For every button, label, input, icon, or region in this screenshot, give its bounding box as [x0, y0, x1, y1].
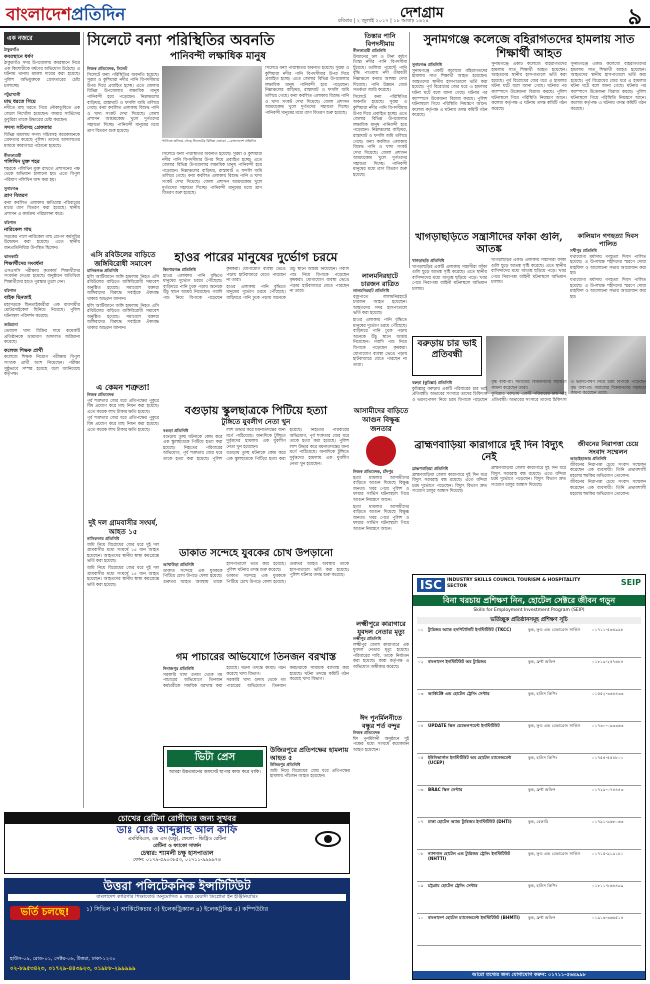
page-number: ৯ — [627, 5, 642, 30]
story-byline: সখীপুর প্রতিনিধি — [570, 248, 597, 253]
story-body: জমি নিয়ে বিরোধের জের ধরে দুই দল গ্রামবাসীর মধ্যে সংঘর্ষে ১৫ জন আহত হয়েছেন। আহতদের স্থানীয় স্বাস্থ্য কমপ্লেক্সে ভর্তি করা হয়েছে। — [87, 542, 159, 565]
table-cell-phone: ০১৭১৫-৯১৯১৮১ — [592, 851, 624, 856]
story-body-continued: সিলেটে বন্যা পরিস্থিতির অবনতি হয়েছে। সুরমা ও কুশিয়ারা নদীর পানি বিপদসীমার উপর দিয়ে প্রবাহিত হচ্ছে। এতে জেলার বিভিন্ন উপজেলার লক্ষাধিক মানুষ পানিবন্দী হয়ে পড়েছেন। নিম্নাঞ্চলের বাড়িঘর, রাস্তাঘাট ও ফসলি জমি তলিয়ে গেছে। বন্যা কবলিত এলাকায় বিশুদ্ধ পানি ও খাদ্য সংকট দেখা দিয়েছে। জেলা প্রশাসন আশ্রয়কেন্দ্র খুলে দুর্গতদের সহায়তা দিচ্ছে। পানিবন্দী মানুষের মধ্যে ত্রাণ বিতরণ শুরু হয়েছে। — [265, 66, 349, 116]
table-row — [417, 722, 641, 754]
story-body: সিলেটে বন্যা পরিস্থিতির অবনতি হয়েছে। সুরমা ও কুশিয়ারা নদীর পানি বিপদসীমার উপর দিয়ে প্রবাহিত হচ্ছে। এতে জেলার বিভিন্ন উপজেলার লক্ষাধিক মানুষ পানিবন্দী হয়ে পড়েছেন। নিম্নাঞ্চলের বাড়িঘর, রাস্তাঘাট ও ফসলি জমি তলিয়ে গেছে। বন্যা কবলিত এলাকায় বিশুদ্ধ পানি ও খাদ্য সংকট দেখা দিয়েছে। জেলা প্রশাসন আশ্রয়কেন্দ্র খুলে দুর্গতদের সহায়তা দিচ্ছে। পানিবন্দী মানুষের মধ্যে ত্রাণ বিতরণ শুরু হয়েছে। — [87, 72, 159, 134]
ad-name: উত্তরা পলিটেকনিক ইন্সটিটিউট — [103, 879, 251, 893]
isc-subline: Skills for Employment Investment Program (SEIP) — [473, 608, 585, 613]
brief-location: নীলফামারী — [4, 152, 22, 158]
story-headline[interactable]: সিলেটে বন্যা পরিস্থিতির অবনতি — [87, 32, 275, 49]
story-body: পূর্ব শত্রুতার জের ধরে প্রতিপক্ষের পুকুরে বিষ প্রয়োগ করে মাছ নিধন করা হয়েছে। এতে কয়েক লাখ টাকার ক্ষতি হয়েছে। — [87, 398, 159, 415]
eye-icon — [315, 831, 341, 847]
story-body: লক্ষ্মীপুর জেলা কারাগারে এক যুবদল নেতার মৃত্যু হয়েছে। পরিবারের দাবি, তাকে নির্যাতন করা হয়েছে। কারা কর্তৃপক্ষ এ অভিযোগ অস্বীকার করেছে। — [353, 642, 409, 670]
table-cell-no: ০২ — [418, 659, 424, 664]
brief-item[interactable] — [4, 126, 80, 149]
story-body-continued: ব্রাহ্মণবাড়িয়া জেলা কারাগারে দুই দিন ধরে বিদ্যুৎ সরবরাহ বন্ধ রয়েছে। এতে বন্দিরা চরম দুর্ভোগে পড়েছেন। বিদ্যুৎ বিভাগ দ্রুত সংযোগ চালুর আশ্বাস দিয়েছে। — [491, 466, 566, 488]
story-body: সরকারি খাদ্য গুদাম থেকে গম পাচারের অভিযোগে তিনজন কর্মচারীকে সাময়িক বরখাস্ত করা হয়েছে। ঘটনা তদন্তে কমিটি গঠন করেছে খাদ্য বিভাগ। — [163, 666, 286, 689]
ad-badge: ভর্তি চলছে! — [10, 906, 80, 920]
story-body: যথাযোগ্য মর্যাদায় গণহত্যা দিবস পালিত হয়েছে। এ উপলক্ষে শহীদদের স্মরণে দোয়া মাহফিল ও আলোচনা সভার আয়োজন করা হয়। — [570, 254, 646, 277]
story-byline: লক্ষ্মীপুর প্রতিনিধি — [353, 636, 381, 641]
brief-body: মহাসড়কে ছিনতাইকারীরা এক ব্যবসায়ীর মোটরসাইকেল ছিনিয়ে নিয়েছে। পুলিশ ঘটনাস্থল পরিদর্শন করেছে। — [4, 302, 80, 319]
story-headline[interactable]: ঈদ পুনর্মিলনীতে বন্ধুর শর্ত বন্দুর — [360, 714, 402, 730]
story-security — [570, 440, 646, 570]
story-byline: খাগড়াছড়ি প্রতিনিধি — [412, 258, 445, 263]
table-row — [417, 786, 641, 818]
story-byline: ব্রাহ্মণবাড়িয়া প্রতিনিধি — [412, 466, 449, 471]
story-lalmonirhat — [353, 272, 407, 402]
brief-item[interactable] — [4, 153, 80, 184]
table-cell-name: UPDATE স্কিল ডেভেলপমেন্ট ইনস্টিটিউট — [428, 723, 500, 728]
story-body-continued: হাওর এলাকায় পানি বৃদ্ধিতে মানুষের দুর্ভোগ চরমে পৌঁছেছে। বাড়িঘরে পানি ঢুকে পড়ায় অনেকে উঁচু স্থানে আশ্রয় নিয়েছেন। গবাদি পশু নিয়ে বিপাকে পড়েছেন কৃষকরা। যোগাযোগ ব্যবস্থা ভেঙে পড়ায় হাটবাজারে যেতে পারছেন না তারা। — [226, 267, 349, 301]
table-row — [417, 914, 641, 946]
table-cell-course: কুক, বেকারি — [528, 819, 549, 824]
isc-logo: ISC — [417, 578, 445, 592]
briefs-header: এক নজরে — [4, 32, 80, 45]
story-headline[interactable]: বরুড়ায় চার ভাই প্রতিবন্ধী — [417, 339, 477, 360]
story-headline[interactable]: ব্রাহ্মণবাড়িয়া কারাগারে দুই দিন বিদ্যুৎ নেই — [414, 440, 564, 463]
story-body-continued: জমি নিয়ে বিরোধের জের ধরে দুই দল গ্রামবাসীর মধ্যে সংঘর্ষে ১৫ জন আহত হয়েছেন। আহতদের স্থানীয় স্বাস্থ্য কমপ্লেক্সে ভর্তি করা হয়েছে। — [87, 565, 159, 588]
story-byline: নিজস্ব প্রতিবেদক — [87, 392, 114, 397]
ad-courses: ১) সিভিল ২) আর্কিটেকচার ৩) ইলেকট্রিক্যাল ৪) ইলেকট্রনিক্স ৫) কম্পিউটার — [86, 906, 269, 913]
brief-item[interactable] — [4, 220, 80, 251]
story-bogura — [163, 404, 349, 544]
left-briefs-column — [4, 32, 80, 808]
table-cell-course: কুক, হাউস কিপিং — [528, 883, 558, 888]
ad-address: হাউস-০৯, রোড-০১, সেক্টর-০৬, উত্তরা, ঢাকা-১২৩০ — [10, 956, 116, 962]
story-body: হলি আর্টিজানে জঙ্গি হামলায় নিহত এসি রবিউলের বাড়িতে জঙ্গিবিরোধী সমাবেশ অনুষ্ঠিত হয়েছে। সমাবেশে বক্তারা জঙ্গিবাদের বিরুদ্ধে সবাইকে ঐক্যবদ্ধ থাকার আহ্বান জানান। — [87, 274, 159, 302]
brief-location: ঠাকুরগাঁও — [4, 47, 20, 52]
story-byline: লালমনিরহাট প্রতিনিধি — [353, 288, 389, 293]
brief-body: নদীতে মাছ ধরতে গিয়ে নৌকাডুবিতে এক জেলে নিখোঁজ হয়েছেন। ফায়ার সার্ভিসের ডুবুরিরা তাকে উদ্ধারের চেষ্টা করছেন। — [4, 106, 80, 123]
story-tista — [353, 32, 407, 268]
story-byline: উজিরপুর প্রতিনিধি — [270, 762, 301, 767]
story-body: বগুড়ায় তুচ্ছ ঘটনাকে কেন্দ্র করে এক স্কুলছাত্রকে পিটিয়ে হত্যা করা হয়েছে। নিহতের পরিবারের অভিযোগ, পূর্ব শত্রুতার জের ধরে তাকে হত্যা করা হয়েছে। পুলিশ লাশ উদ্ধার করে ময়নাতদন্তের জন্য মর্গে পাঠিয়েছে। অন্যদিকে টুঙ্গিতে দুর্বৃত্তদের হামলায় এক যুবলীগ নেতা খুন হয়েছেন। — [163, 428, 286, 462]
table-cell-phone: ০১৭৫৫-৫৫৪৮০১ — [592, 755, 624, 760]
table-cell-no: ০৫ — [418, 755, 424, 760]
story-body-continued: পূর্ব শত্রুতার জের ধরে প্রতিপক্ষের পুকুরে বিষ প্রয়োগ করে মাছ নিধন করা হয়েছে। এতে কয়েক লাখ টাকার ক্ষতি হয়েছে। — [87, 416, 159, 433]
story-body-continued: কুমিল্লার বরুড়ায় একটি পরিবারের চার ভাই প্রতিবন্ধী। অভাবের সংসারে তাদের চিকিৎসা ও ভরণপোষণ নিয়ে চরম বিপাকে পড়েছেন বৃদ্ধ বাবা-মা। সমাজের বিত্তবানদের সহায়তা কামনা করেছেন তারা। — [491, 380, 646, 403]
ad-eye-retina[interactable] — [4, 812, 350, 874]
table-cell-name: ঢাকা হোটেল অ্যান্ড ট্যুরিজম ইনস্টিটিউট (DHTI) — [428, 819, 512, 824]
ad-vita-press[interactable] — [163, 746, 267, 808]
seip-logo: SEIP — [620, 578, 641, 587]
story-khagrachhari — [412, 232, 566, 332]
story-body-continued: সুনামগঞ্জে একটি কলেজে বহিরাগতদের হামলায় সাত শিক্ষার্থী আহত হয়েছেন। আহতদের স্থানীয় হাসপাতালে ভর্তি করা হয়েছে। পূর্ব বিরোধের জের ধরে এ হামলার ঘটনা ঘটে বলে জানা গেছে। ঘটনার পর ক্যাম্পাসে উত্তেজনা বিরাজ করছে। পুলিশ ঘটনাস্থলে গিয়ে পরিস্থিতি নিয়ন্ত্রণে আনে। কলেজ কর্তৃপক্ষ এ ঘটনায় তদন্ত কমিটি গঠন করেছে। — [491, 62, 567, 112]
story-subheadline: টুঙ্গিতে যুবলীগ নেতা খুন — [221, 417, 291, 426]
story-body-continued: ডাকাত সন্দেহে এক যুবককে পিটিয়ে চোখ উপড়ে ফেলা হয়েছে। গুরুতর আহত অবস্থায় তাকে হাসপাতালে ভর্তি করা হয়েছে। পুলিশ ঘটনার তদন্ত শুরু করেছে। — [226, 562, 349, 585]
table-cell-no: ০৮ — [418, 851, 424, 856]
ad-tagline: বাংলাদেশ কারিগরি শিক্ষাবোর্ড অনুমোদিত ৪ বছর মেয়াদী ডিপ্লোমা ইন ইঞ্জিনিয়ারিং — [8, 894, 346, 901]
table-cell-no: ০৭ — [418, 819, 424, 824]
story-eid — [353, 714, 409, 824]
story-body: ব্রাহ্মণবাড়িয়া জেলা কারাগারে দুই দিন ধরে বিদ্যুৎ সরবরাহ বন্ধ রয়েছে। এতে বন্দিরা চরম দুর্ভোগে পড়েছেন। বিদ্যুৎ বিভাগ দ্রুত সংযোগ চালুর আশ্বাস দিয়েছে। — [412, 472, 487, 495]
table-cell-phone: ০১৭৯১-৯৬৮০৬৩ — [592, 819, 624, 824]
story-headline[interactable]: আসামীদের বাড়িতে আগুন বিক্ষুব্ধ জনতার — [353, 406, 409, 433]
table-cell-phone: ০১৭২৯-০৭৪৪৪৩ — [592, 787, 624, 792]
story-byline: বরুড়া (কুমিল্লা) প্রতিনিধি — [412, 380, 452, 385]
table-row — [417, 882, 641, 914]
story-byline: নীলফামারী প্রতিনিধি — [353, 48, 386, 53]
table-cell-no: ০৩ — [418, 691, 424, 696]
isc-headline: বিনা খরচায় প্রশিক্ষণ নিন, হোটেল সেক্টরে জীবন গড়ুন — [413, 595, 645, 606]
table-cell-no: ০৪ — [418, 723, 424, 728]
table-cell-phone: ০১৯১৬-৩৬৬৫১৪ — [592, 915, 624, 920]
story-body-continued: খাগড়াছড়ির একটি এলাকায় সন্ত্রাসীরা ফাঁকা গুলি ছুড়ে আতঙ্ক সৃষ্টি করেছে। এতে স্থানীয় বাসিন্দাদের মধ্যে আতঙ্ক ছড়িয়ে পড়ে। খবর পেয়ে নিরাপত্তা বাহিনী ঘটনাস্থলে অভিযান চালায়। — [491, 258, 566, 286]
table-cell-phone: ০১৫৫২-৩৬৪৪৩৩ — [592, 691, 624, 696]
brief-headline: কলেজ শিক্ষক প্রার্থী — [4, 347, 43, 354]
table-cell-course: কুক, হাউস কিপিং — [528, 755, 558, 760]
table-cell-name: আর্কিটেক্ট এন্ড হোটেল ট্রেনিং সেন্টার — [428, 691, 490, 696]
table-row — [417, 690, 641, 722]
table-row — [417, 850, 641, 882]
table-cell-phone: ০১৭৩০-০৯৩৩৬৩ — [592, 723, 624, 728]
story-jail — [412, 440, 566, 570]
story-body: খাগড়াছড়ির একটি এলাকায় সন্ত্রাসীরা ফাঁকা গুলি ছুড়ে আতঙ্ক সৃষ্টি করেছে। এতে স্থানীয় বাসিন্দাদের মধ্যে আতঙ্ক ছড়িয়ে পড়ে। খবর পেয়ে নিরাপত্তা বাহিনী ঘটনাস্থলে অভিযান চালায়। — [412, 264, 487, 292]
brief-location: বরিশাল — [4, 288, 17, 294]
story-body-continued: যথাযোগ্য মর্যাদায় গণহত্যা দিবস পালিত হয়েছে। এ উপলক্ষে শহীদদের স্মরণে দোয়া মাহফিল ও আলোচনা সভার আয়োজন করা হয়। — [570, 277, 646, 300]
brief-item[interactable] — [4, 288, 80, 319]
isc-table — [417, 626, 641, 956]
story-shotruta — [87, 382, 159, 514]
table-cell-phone: ০১৮১১-৮৬৪৪৯৯ — [592, 883, 624, 888]
story-lakshmipur — [353, 620, 409, 710]
brief-item[interactable] — [4, 92, 80, 123]
table-cell-course: কুক, ফুড এন্ড বেভারেজ সার্ভিস — [528, 723, 581, 728]
story-body: উজানের ঢল ও টানা বর্ষণে তিস্তা নদীর পানি বিপদসীমা ছুঁয়েছে। ডালিয়া পয়েন্টে পানি বৃদ্ধি পাওয়ায় নদী তীরবর্তী নিম্নাঞ্চলে বন্যার আশঙ্কা দেখা দিয়েছে। পানি উন্নয়ন বোর্ড সতর্কতা জারি করেছে। — [353, 54, 407, 94]
story-body-continued: সিলেটে বন্যা পরিস্থিতির অবনতি হয়েছে। সুরমা ও কুশিয়ারা নদীর পানি বিপদসীমার উপর দিয়ে প্রবাহিত হচ্ছে। এতে জেলার বিভিন্ন উপজেলার লক্ষাধিক মানুষ পানিবন্দী হয়ে পড়েছেন। নিম্নাঞ্চলের বাড়িঘর, রাস্তাঘাট ও ফসলি জমি তলিয়ে গেছে। বন্যা কবলিত এলাকায় বিশুদ্ধ পানি ও খাদ্য সংকট দেখা দিয়েছে। জেলা প্রশাসন আশ্রয়কেন্দ্র খুলে দুর্গতদের সহায়তা দিচ্ছে। পানিবন্দী মানুষের মধ্যে ত্রাণ বিতরণ শুরু হয়েছে। — [353, 94, 407, 179]
brief-location: বরিশাল — [4, 220, 17, 226]
story-headline[interactable]: তিস্তার পানি বিপদসীমায় — [364, 32, 396, 48]
story-byline: নিজস্ব প্রতিবেদক — [353, 730, 380, 735]
ad-phone: ফোন: ০১৭৯-৫৯০৩৮৫৩, ০১৭১১-৯৯৯৯৭৪ — [133, 857, 221, 863]
ad-specialty: রেটিনা ও ফ্যাকো সার্জন — [153, 843, 201, 849]
story-byline: কিশোরগঞ্জ প্রতিনিধি — [163, 267, 196, 272]
story-body-continued: সরকারি খাদ্য গুদাম থেকে গম পাচারের অভিযোগে তিনজন কর্মচারীকে সাময়িক বরখাস্ত করা হয়েছে। ঘটনা তদন্তে কমিটি গঠন করেছে খাদ্য বিভাগ। — [226, 666, 349, 689]
story-body: জীবনের নিরাপত্তা চেয়ে সংবাদ সম্মেলন করেছেন এক ব্যবসায়ী। তিনি প্রভাবশালী মহলের হুমকির অভিযোগ তোলেন। — [570, 462, 646, 479]
story-robiul — [87, 250, 159, 378]
story-subheadline: পানিবন্দী লক্ষাধিক মানুষ — [170, 51, 266, 62]
story-headline[interactable]: হাওর পারের মানুষের দুর্ভোগ চরমে — [174, 250, 338, 264]
table-cell-course: কুক, ফ্রন্ট অফিস — [528, 659, 556, 664]
story-body-continued: সিলেটে বন্যা পরিস্থিতির অবনতি হয়েছে। সুরমা ও কুশিয়ারা নদীর পানি বিপদসীমার উপর দিয়ে প্রবাহিত হচ্ছে। এতে জেলার বিভিন্ন উপজেলার লক্ষাধিক মানুষ পানিবন্দী হয়ে পড়েছেন। নিম্নাঞ্চলের বাড়িঘর, রাস্তাঘাট ও ফসলি জমি তলিয়ে গেছে। বন্যা কবলিত এলাকায় বিশুদ্ধ পানি ও খাদ্য সংকট দেখা দিয়েছে। জেলা প্রশাসন আশ্রয়কেন্দ্র খুলে দুর্গতদের সহায়তা দিচ্ছে। পানিবন্দী মানুষের মধ্যে ত্রাণ বিতরণ শুরু হয়েছে। — [162, 152, 262, 197]
story-body-continued: বগুড়ায় তুচ্ছ ঘটনাকে কেন্দ্র করে এক স্কুলছাত্রকে পিটিয়ে হত্যা করা হয়েছে। নিহতের পরিবারের অভিযোগ, পূর্ব শত্রুতার জের ধরে তাকে হত্যা করা হয়েছে। পুলিশ লাশ উদ্ধার করে ময়নাতদন্তের জন্য মর্গে পাঠিয়েছে। অন্যদিকে টুঙ্গিতে দুর্বৃত্তদের হামলায় এক যুবলীগ নেতা খুন হয়েছেন। — [226, 428, 349, 467]
story-headline[interactable]: এসি রবিউলের বাড়িতে জঙ্গিবিরোধী সমাবেশ — [90, 250, 156, 268]
brief-item[interactable] — [4, 322, 80, 345]
brief-location: সুনামগঞ্জ — [4, 186, 19, 192]
story-body: ডাকাত সন্দেহে এক যুবককে পিটিয়ে চোখ উপড়ে ফেলা হয়েছে। গুরুতর আহত অবস্থায় তাকে হাসপাতালে ভর্তি করা হয়েছে। পুলিশ ঘটনার তদন্ত শুরু করেছে। — [163, 562, 286, 585]
table-cell-name: BRAC স্কিল সেন্টার — [428, 787, 463, 792]
story-byline: নাসিরনগর প্রতিনিধি — [87, 536, 120, 541]
story-body: ঈদ পুনর্মিলনী অনুষ্ঠানে দুই পক্ষের মধ্যে সংঘর্ষে কয়েকজন আহত হয়েছেন। — [353, 736, 409, 753]
brief-headline: নারিকেল গাছ — [4, 227, 32, 234]
story-byline: বগুড়া প্রতিনিধি — [163, 428, 189, 433]
issue-date: রবিবার | ২ জুলাই ২০১৭ | ১৮ আষাঢ় ১৪২৪ — [338, 18, 429, 24]
brief-headline: মাছ ধরতে গিয়ে — [4, 98, 36, 105]
isc-org: INDUSTRY SKILLS COUNCIL TOURISM & HOSPITALITY SECTOR — [447, 578, 581, 589]
ad-isc-training[interactable] — [412, 574, 646, 980]
story-headline[interactable]: লালমনিরহাটে চারজন রাত্রিত — [361, 272, 399, 288]
table-cell-name: চট্টগ্রাম হোটেল ট্রেনিং সেন্টার — [428, 883, 478, 888]
briefs-list — [4, 47, 80, 381]
story-body-continued: জীবনের নিরাপত্তা চেয়ে সংবাদ সম্মেলন করেছেন এক ব্যবসায়ী। তিনি প্রভাবশালী মহলের হুমকির অভিযোগ তোলেন। — [570, 480, 646, 497]
table-cell-no: ০৬ — [418, 787, 424, 792]
ad-uttara-polytechnic[interactable] — [4, 878, 350, 980]
ad-headline: চোখের রেটিনা রোগীদের জন্য সুখবর — [5, 813, 349, 824]
masthead — [0, 0, 650, 28]
story-ujirpur — [270, 746, 350, 808]
brief-item[interactable] — [4, 186, 80, 217]
story-headline[interactable]: জীবনের নিরাপত্তা চেয়ে সংবাদ সম্মেলন — [577, 440, 639, 456]
story-kalipur — [570, 232, 646, 332]
ad-doctor: ডাঃ মোঃ আব্দুল্লাহ আল কাফি — [116, 825, 238, 836]
story-headline[interactable]: এ কেমন শত্রুতা! — [96, 382, 150, 392]
table-cell-name: বাংলাদেশ ইনস্টিটিউট অব ট্যুরিজম — [428, 659, 487, 664]
story-body: কুমিল্লার বরুড়ায় একটি পরিবারের চার ভাই প্রতিবন্ধী। অভাবের সংসারে তাদের চিকিৎসা ও ভরণপোষণ নিয়ে চরম বিপাকে পড়েছেন বৃদ্ধ বাবা-মা। সমাজের বিত্তবানদের সহায়তা কামনা করেছেন তারা। — [412, 380, 567, 403]
story-headline[interactable]: সুনামগঞ্জে কলেজে বহিরাগতদের হামলায় সাত শিক্ষার্থী আহত — [423, 32, 635, 60]
table-cell-phone: ০১৭১১-৫৬৪৯৯৮ — [592, 627, 624, 632]
table-row — [417, 658, 641, 690]
brief-item[interactable] — [4, 349, 80, 378]
table-cell-phone: ০১৮১৯-২৫৭৬৮৪ — [592, 659, 624, 664]
story-body: হত্যা মামলার আসামীদের বাড়িতে আগুন দিয়েছে বিক্ষুব্ধ জনতা। খবর পেয়ে পুলিশ ও ফায়ার সার্ভিস ঘটনাস্থলে গিয়ে আগুন নিয়ন্ত্রণে আনে। — [353, 475, 409, 503]
flood-photo — [162, 66, 262, 138]
story-body: বজ্রপাতে লালমনিরহাটে চারজন আহত হয়েছেন। আহতদের সদর হাসপাতালে ভর্তি করা হয়েছে। — [353, 294, 407, 317]
ad-title: ভিটা প্রেস — [167, 750, 263, 767]
photo-caption: পানিতে তলিয়ে গেছে সিলেটের বিভিন্ন এলাকা —বাংলাদেশ প্রতিদিন — [162, 139, 257, 143]
isc-table-title: ভর্তিচ্ছুক প্রতিষ্ঠানসমূহ প্রশিক্ষণ সূচি — [417, 617, 641, 624]
story-asami — [353, 406, 409, 616]
story-headline[interactable]: উজিরপুরে প্রতিপক্ষের হামলায় আহত ৫ — [270, 746, 349, 762]
brief-body: ভেজাল খাদ্য বিক্রির দায়ে কয়েকটি প্রতিষ্ঠানকে ভ্রাম্যমাণ আদালত জরিমানা করেছে। — [4, 328, 80, 346]
ad-hospital: চেম্বার: শ্যামলী চক্ষু হাসপাতাল — [140, 849, 214, 857]
ad-body: আমরা উন্নতমানের অফসেট ছাপার কাজ করে থাকি। — [169, 770, 261, 775]
ad-phone: ০২-৮৯৫৩৪২৩, ০১৭২৯-৪৪৩৯২৩, ০১৯৮৮-২৯৯৯৯৯ — [10, 966, 136, 972]
radio-mark-icon — [366, 436, 396, 466]
story-headline[interactable]: গম পাচারের অভিযোগে তিনজন বরখাস্ত — [175, 652, 337, 663]
table-cell-course: কুক, ফ্রন্ট অফিস — [528, 915, 556, 920]
brief-headline: শিক্ষার্থীদের সংবর্ধনা — [4, 261, 44, 267]
table-cell-no: ০৯ — [418, 883, 424, 888]
barura-headline-box — [412, 336, 482, 376]
story-body: জমি নিয়ে বিরোধের জের ধরে প্রতিপক্ষের হামলায় পাঁচজন আহত হয়েছেন। — [270, 768, 350, 780]
table-row — [417, 626, 641, 658]
brief-body: শহরকে পলিথিন মুক্ত রাখতে প্রশাসনের পক্ষ থেকে অভিযান চালানো হয়। এতে বিপুল পরিমাণ পলিথিন জব্দ করা হয়। — [4, 166, 80, 183]
table-cell-course: কুক, ফুড এন্ড বেভারেজ সার্ভিস — [528, 627, 581, 632]
brief-headline: বাইক ছিনতাই — [4, 294, 32, 301]
brief-location: পটুয়াখালী — [4, 92, 21, 98]
table-cell-course: কুক, ফুড এন্ড বেভারেজ সার্ভিস — [528, 851, 581, 856]
story-dakat — [163, 548, 349, 648]
brief-item[interactable] — [4, 47, 80, 89]
story-haor — [163, 250, 349, 400]
table-cell-course: কুক, ফ্রন্ট অফিস — [528, 787, 556, 792]
brief-body: বন্যা কবলিত এলাকায় ক্ষতিগ্রস্ত পরিবারের মাঝে ত্রাণ বিতরণ করা হয়েছে। স্থানীয় প্রশাসন এ কার্যক্রম পরিচালনা করে। — [4, 200, 80, 217]
brief-body: ঠাকুরগাঁও সদর উপজেলায় কবরস্থানে নিয়ে এক কিশোরীকে ধর্ষণের অভিযোগ উঠেছে। এ ঘটনায় থানায় মামলা দায়ের করা হয়েছে। পুলিশ অভিযুক্তকে গ্রেফতারের চেষ্টা চালাচ্ছে। — [4, 61, 80, 89]
brief-body: সড়কের পাশে নারিকেল গাছ রোপণ কর্মসূচির উদ্বোধন করা হয়েছে। এতে স্থানীয় জনপ্রতিনিধিরা উপস্থিত ছিলেন। — [4, 234, 80, 251]
story-body-continued: হলি আর্টিজানে জঙ্গি হামলায় নিহত এসি রবিউলের বাড়িতে জঙ্গিবিরোধী সমাবেশ অনুষ্ঠিত হয়েছে। সমাবেশে বক্তারা জঙ্গিবাদের বিরুদ্ধে সবাইকে ঐক্যবদ্ধ থাকার আহ্বান জানান। — [87, 303, 159, 331]
table-cell-no: ১০ — [418, 915, 424, 920]
story-body: সুনামগঞ্জে একটি কলেজে বহিরাগতদের হামলায় সাত শিক্ষার্থী আহত হয়েছেন। আহতদের স্থানীয় হাসপাতালে ভর্তি করা হয়েছে। পূর্ব বিরোধের জের ধরে এ হামলার ঘটনা ঘটে বলে জানা গেছে। ঘটনার পর ক্যাম্পাসে উত্তেজনা বিরাজ করছে। পুলিশ ঘটনাস্থলে গিয়ে পরিস্থিতি নিয়ন্ত্রণে আনে। কলেজ কর্তৃপক্ষ এ ঘটনায় তদন্ত কমিটি গঠন করেছে। — [412, 68, 488, 119]
story-byline: আখাউড়া প্রতিনিধি — [163, 562, 195, 567]
story-body-continued: সুনামগঞ্জে একটি কলেজে বহিরাগতদের হামলায় সাত শিক্ষার্থী আহত হয়েছেন। আহতদের স্থানীয় হাসপাতালে ভর্তি করা হয়েছে। পূর্ব বিরোধের জের ধরে এ হামলার ঘটনা ঘটে বলে জানা গেছে। ঘটনার পর ক্যাম্পাসে উত্তেজনা বিরাজ করছে। পুলিশ ঘটনাস্থলে গিয়ে পরিস্থিতি নিয়ন্ত্রণে আনে। কলেজ কর্তৃপক্ষ এ ঘটনায় তদন্ত কমিটি গঠন করেছে। — [570, 62, 646, 112]
table-cell-name: বাংলাদেশ হোটেল ম্যানেজমেন্ট ইনস্টিটিউট (BHMTI) — [428, 915, 520, 920]
story-body-continued: হাওর এলাকায় পানি বৃদ্ধিতে মানুষের দুর্ভোগ চরমে পৌঁছেছে। বাড়িঘরে পানি ঢুকে পড়ায় অনেকে উঁচু স্থানে আশ্রয় নিয়েছেন। গবাদি পশু নিয়ে বিপাকে পড়েছেন কৃষকরা। যোগাযোগ ব্যবস্থা ভেঙে পড়ায় হাটবাজারে যেতে পারছেন না তারা। — [353, 317, 407, 368]
table-cell-no: ০১ — [418, 627, 424, 632]
story-headline[interactable]: দুই দল গ্রামবাসীর সংঘর্ষ, আহত ১৫ — [88, 518, 158, 536]
story-headline[interactable]: কালিয়ান গণহত্যা দিবস পালিত — [577, 232, 639, 248]
newspaper-logo[interactable] — [6, 2, 125, 30]
story-headline[interactable]: লক্ষ্মীপুরে কারাগারে যুবদল নেতার মৃত্যু — [356, 620, 406, 636]
table-cell-name: ট্যুরিজম অ্যান্ড হসপিটালিটি ইনস্টিটিউট (TKCC) — [428, 627, 512, 632]
story-headline[interactable]: বগুড়ায় স্কুলছাত্রকে পিটিয়ে হত্যা — [184, 404, 328, 417]
story-byline: নিজস্ব প্রতিবেদক, সিলেট — [87, 66, 128, 71]
brief-headline: সদস্য সচিবসহ গ্রেফতার — [4, 125, 52, 132]
brief-body: এসএসসি পরীক্ষায় কৃতকার্য শিক্ষার্থীদের সংবর্ধনা দেওয়া হয়েছে। অনুষ্ঠানে অতিথিরা শিক্ষার্থীদের হাতে পুরস্কার তুলে দেন। — [4, 268, 80, 285]
brief-location: ঝালকাঠি — [4, 254, 19, 260]
brief-body: কলেজে শিক্ষক নিয়োগ পরীক্ষায় বিপুল সংখ্যক প্রার্থী অংশ নিয়েছেন। পরীক্ষা সুষ্ঠুভাবে সম্পন্ন হয়েছে বলে জানিয়েছে কর্তৃপক্ষ। — [4, 355, 80, 378]
story-byline: আড়াইহাজার প্রতিনিধি — [570, 456, 607, 461]
table-cell-course: কুক, হাউস কিপিং — [528, 691, 558, 696]
brief-headline: কবরস্থানে ধর্ষণ — [4, 53, 34, 60]
story-sylhet — [87, 32, 349, 246]
brief-item[interactable] — [4, 254, 80, 285]
story-wheat — [163, 652, 349, 742]
logo-part-2: প্রতিদিন — [71, 5, 126, 25]
story-byline: নিজস্ব প্রতিবেদক, চাঁদপুর — [353, 469, 394, 474]
brief-location: জরিমানা — [4, 322, 18, 328]
story-byline: দিনাজপুর প্রতিনিধি — [163, 666, 194, 671]
table-cell-name: ইউনিভার্সাল ইনস্টিটিউট অব হোটেল ম্যানেজমেন্ট (UCEP) — [428, 755, 512, 766]
table-cell-name: ন্যাশনাল হোটেল এন্ড ট্যুরিজম ট্রেনিং ইনস্টিটিউট (NHTTI) — [428, 851, 511, 862]
section-title: দেশগ্রাম — [400, 5, 444, 21]
table-row — [417, 818, 641, 850]
story-clash — [87, 518, 159, 698]
story-body: হাওর এলাকায় পানি বৃদ্ধিতে মানুষের দুর্ভোগ চরমে পৌঁছেছে। বাড়িঘরে পানি ঢুকে পড়ায় অনেকে উঁচু স্থানে আশ্রয় নিয়েছেন। গবাদি পশু নিয়ে বিপাকে পড়েছেন কৃষকরা। যোগাযোগ ব্যবস্থা ভেঙে পড়ায় হাটবাজারে যেতে পারছেন না তারা। — [163, 267, 286, 301]
isc-footer: আরো তথ্যের জন্য যোগাযোগ করুন: ০১৭১১-৫৬৪৯৯৮ — [413, 971, 645, 979]
story-body-continued: হত্যা মামলার আসামীদের বাড়িতে আগুন দিয়েছে বিক্ষুব্ধ জনতা। খবর পেয়ে পুলিশ ও ফায়ার সার্ভিস ঘটনাস্থলে গিয়ে আগুন নিয়ন্ত্রণে আনে। — [353, 504, 409, 532]
story-byline: মানিকগঞ্জ প্রতিনিধি — [87, 268, 119, 273]
brief-headline: পলিথিন মুক্ত শহর — [4, 159, 40, 166]
logo-part-1: বাংলাদেশ — [6, 5, 72, 25]
story-sunamganj — [412, 32, 646, 228]
story-headline[interactable]: ডাকাত সন্দেহে যুবকের চোখ উপড়ানো — [179, 548, 333, 559]
brief-headline: ত্রাণ বিতরণ — [4, 193, 28, 200]
ad-qualification: এমবিবিএস, এম এস (চক্ষু), ফেলো - ভিট্রিও রেটিনা — [127, 837, 227, 842]
story-barura — [412, 336, 646, 436]
table-row — [417, 754, 641, 786]
brief-body: বিভিন্ন মামলায় সদস্য সচিবসহ কয়েকজনকে গ্রেফতার করেছে পুলিশ। তাদের আদালতের মাধ্যমে কারাগারে পাঠানো হয়েছে। — [4, 132, 80, 149]
story-headline[interactable]: খাগড়াছড়িতে সন্ত্রাসীদের ফাঁকা গুলি, আতঙ্ক — [415, 232, 563, 255]
story-byline: সুনামগঞ্জ প্রতিনিধি — [412, 62, 442, 67]
